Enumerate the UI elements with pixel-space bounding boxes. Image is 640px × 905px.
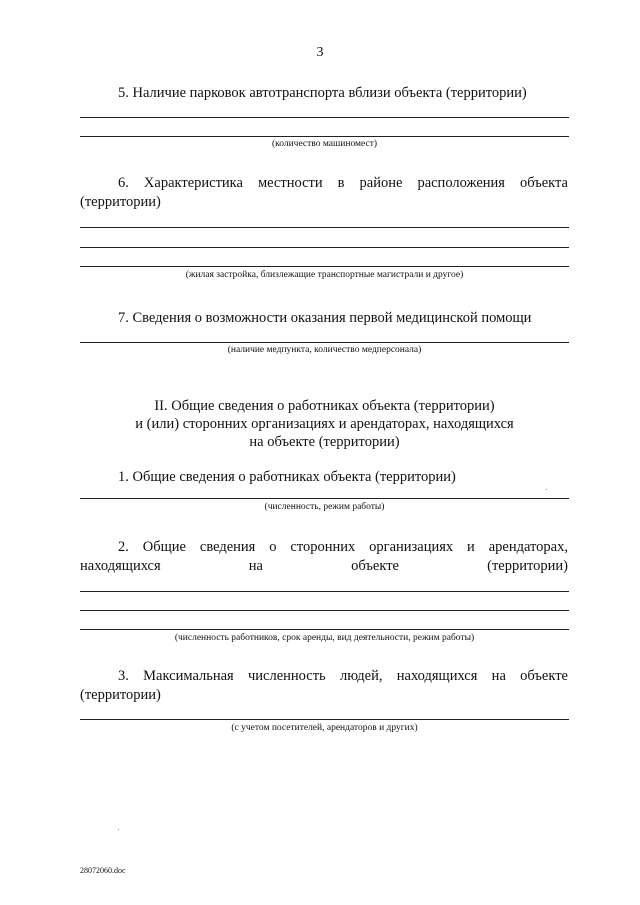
item-5-caption: (количество машиномест) [271,139,378,149]
fill-line [80,610,569,611]
section-title-line-3: на объекте (территории) [249,434,400,450]
fill-line [80,117,569,118]
item-5-text: 5. Наличие парковок автотранспорта вблизи объекта (территории) [118,85,527,101]
section-2-item-1-text: 1. Общие сведения о работниках объекта (территории) [118,469,456,485]
item-7-text: 7. Сведения о возможности оказания первой медицинской помощи [118,310,532,326]
page-number: 3 [316,45,324,60]
section-2-item-3-caption: (с учетом посетителей, арендаторов и других) [231,723,418,733]
item-6-caption: (жилая застройка, близлежащие транспортные магистрали и другое) [185,270,464,280]
item-7-caption: (наличие медпункта, количество медперсонала) [227,345,422,355]
fill-line [80,629,569,630]
fill-line [80,591,569,592]
fill-line [80,342,569,343]
section-title-line-2: и (или) сторонних организациях и арендаторах, находящихся [135,416,514,432]
fill-line [80,266,569,267]
fill-line [80,227,569,228]
item-6-text: 6. Характеристика местности в районе расположения объекта (территории) [80,175,568,210]
section-2-item-3-text: 3. Максимальная численность людей, находящихся на объекте (территории) [80,668,568,703]
fill-line [80,247,569,248]
section-2-item-2-caption: (численность работников, срок аренды, вид деятельности, режим работы) [174,633,475,643]
fill-line [80,498,569,499]
scan-speck [546,489,547,490]
footer-file-name: 28072060.doc [80,866,126,875]
fill-line [80,719,569,720]
fill-line [80,136,569,137]
scan-speck [118,829,119,830]
section-2-item-2-text: 2. Общие сведения о сторонних организациях и арендаторах, находящихся на объекте (территории) [80,539,568,574]
section-2-item-1-caption: (численность, режим работы) [264,502,385,512]
section-title-line-1: II. Общие сведения о работниках объекта (территории) [154,398,495,414]
